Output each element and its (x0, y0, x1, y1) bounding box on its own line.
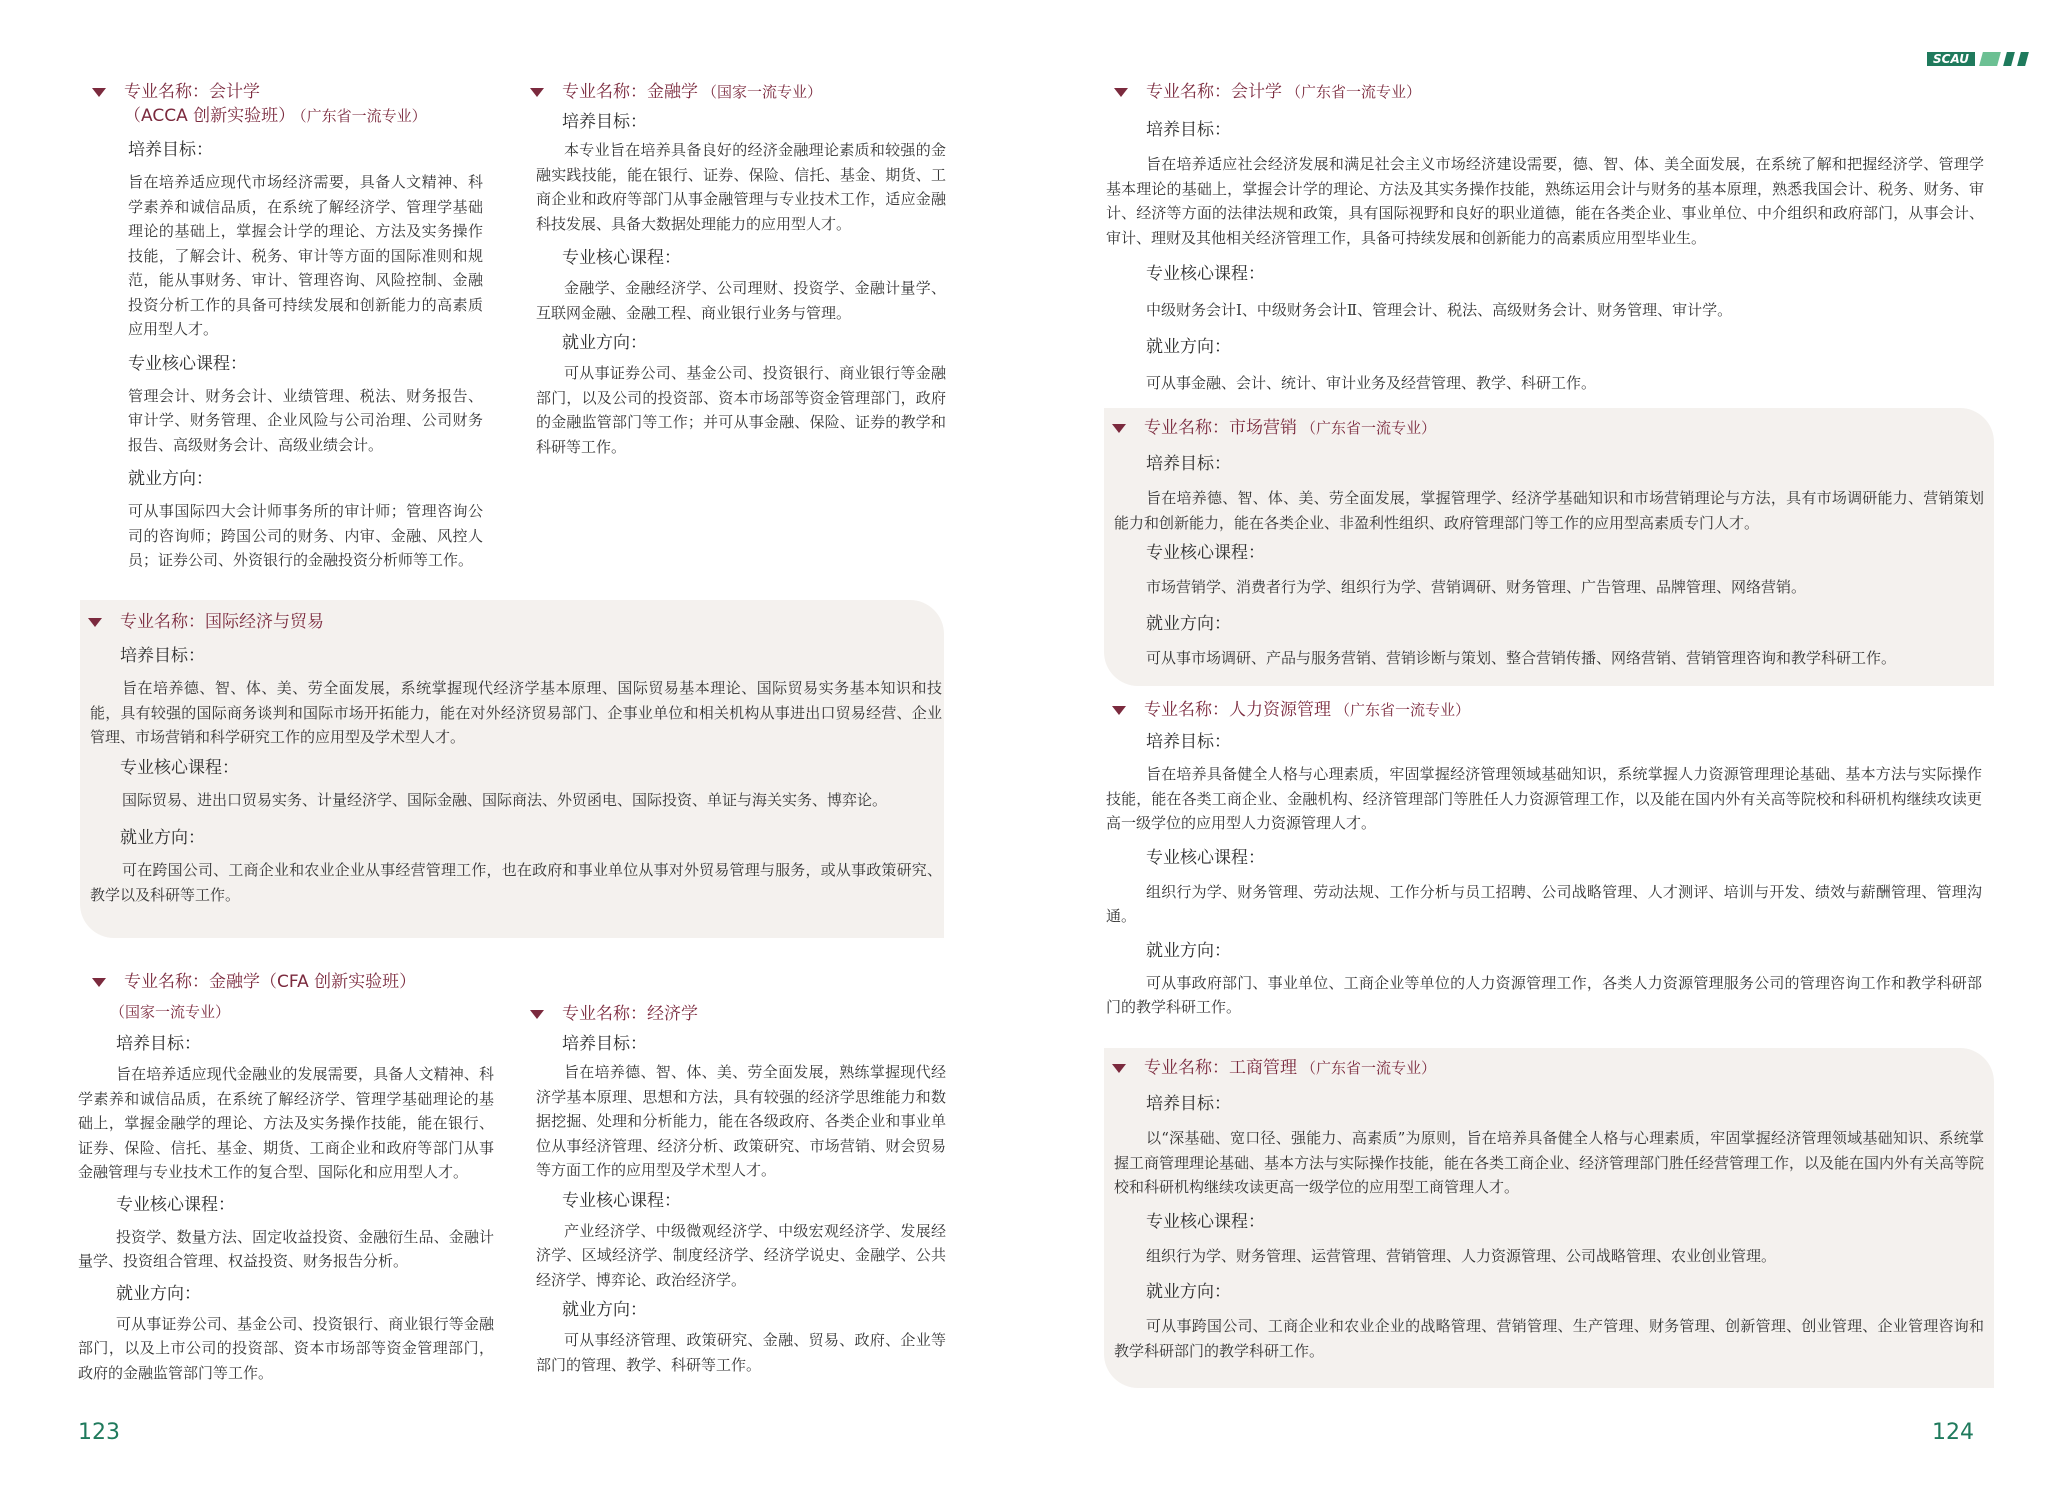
goal-label: 培养目标： (562, 112, 647, 132)
core-text: 中级财务会计Ⅰ、中级财务会计Ⅱ、管理会计、税法、高级财务会计、财务管理、审计学。 (1146, 301, 1733, 319)
major-name: 人力资源管理 (1229, 700, 1331, 720)
major-heading (1112, 698, 1994, 722)
major-tag: （国家一流专业） (702, 83, 823, 101)
triangle-bullet-icon (530, 1010, 544, 1019)
career-text: 可从事政府部门、事业单位、工商企业等单位的人力资源管理工作，各类人力资源管理服务公司的管理咨询工作和教学科研部门的教学科研工作。 (1106, 973, 1982, 1016)
major-tag: （广东省一流专业） (1301, 1059, 1437, 1077)
major-accounting (1106, 80, 1994, 395)
goal-label: 培养目标： (128, 140, 213, 160)
goal-label: 培养目标： (1146, 120, 1231, 140)
major-finance-cfa (78, 970, 512, 1385)
major-tag-line (106, 1000, 512, 1024)
major-name: 市场营销 (1229, 418, 1297, 438)
major-tag: （广东省一流专业） (299, 107, 427, 125)
goal-label: 培养目标： (1146, 732, 1231, 752)
career-text: 可从事跨国公司、工商企业和农业企业的战略管理、营销管理、生产管理、财务管理、创新管理、创业管理、企业管理咨询和教学科研部门的教学科研工作。 (1114, 1317, 1984, 1360)
major-accounting-acca (92, 80, 492, 573)
triangle-bullet-icon (88, 618, 102, 627)
heading-prefix: 专业名称： (1146, 82, 1231, 102)
heading-prefix: 专业名称： (124, 972, 209, 992)
core-label: 专业核心课程： (1146, 264, 1265, 284)
career-label: 就业方向： (1146, 336, 1231, 357)
major-economics (530, 1002, 950, 1377)
major-tag: （广东省一流专业） (1335, 701, 1471, 719)
major-tag: （广东省一流专业） (1286, 83, 1422, 101)
core-label: 专业核心课程： (1146, 543, 1265, 563)
core-label: 专业核心课程： (116, 1194, 235, 1215)
triangle-bullet-icon (1112, 706, 1126, 715)
major-name-line2: （ACCA 创新实验班） (124, 106, 296, 126)
logo-bar (1979, 52, 2001, 66)
core-text: 国际贸易、进出口贸易实务、计量经济学、国际金融、国际商法、外贸函电、国际投资、单证与海关实务、博弈论。 (122, 790, 888, 809)
core-label: 专业核心课程： (562, 1190, 681, 1211)
career-text: 可从事证券公司、基金公司、投资银行、商业银行等金融部门，以及上市公司的投资部、资本市场部等资金管理部门，政府的金融监管部门等工作。 (78, 1314, 494, 1382)
goal-label: 培养目标： (1146, 1094, 1231, 1114)
goal-text: 旨在培养适应现代金融业的发展需要，具备人文精神、科学素养和诚信品质，在系统了解经济学、管理学基础理论的基础上，掌握金融学的理论、方法及实务操作技能，能在银行、证券、保险、信托、基金、期货、工商企业和政府等部门从事金融管理与专业技术工作的复合型、国际化和应用型人才。 (78, 1065, 494, 1181)
career-label: 就业方向： (562, 333, 647, 353)
career-label: 就业方向： (1146, 613, 1231, 634)
goal-text: 旨在培养适应社会经济发展和满足社会主义市场经济建设需要，德、智、体、美全面发展，在系统了解和把握经济学、管理学基本理论的基础上，掌握会计学的理论、方法及其实务操作技能，熟练运用会计与财务的基本原理，熟悉我国会计、税务、财务、审计、经济等方面的法律法规和政策，具有国际视野和良好的职业道德，能在各类企业、事业单位、中介组织和政府部门，从事会计、审计、理财及其他相关经济管理工作，具备可持续发展和创新能力的高素质应用型毕业生。 (1106, 155, 1984, 247)
career-text: 可从事经济管理、政策研究、金融、贸易、政府、企业等部门的管理、教学、科研等工作。 (536, 1331, 946, 1374)
core-label: 专业核心课程： (120, 757, 239, 778)
major-tag: （广东省一流专业） (1301, 419, 1437, 437)
core-text: 组织行为学、财务管理、劳动法规、工作分析与员工招聘、公司战略管理、人才测评、培训与开发、绩效与薪酬管理、管理沟通。 (1106, 882, 1982, 925)
major-name: 金融学 (647, 82, 698, 102)
logo-bar (2003, 52, 2015, 66)
scau-logo (1927, 52, 2027, 66)
major-name: 国际经济与贸易 (205, 612, 324, 632)
major-name: 金融学（CFA 创新实验班） (209, 972, 417, 992)
career-label: 就业方向： (120, 828, 205, 848)
heading-prefix: 专业名称： (124, 82, 209, 102)
major-name: 会计学 (1231, 82, 1282, 102)
goal-label: 培养目标： (1146, 454, 1231, 474)
major-business-administration (1104, 1048, 1994, 1388)
core-label: 专业核心课程： (1146, 847, 1265, 868)
triangle-bullet-icon (1112, 1064, 1126, 1073)
core-label: 专业核心课程： (128, 353, 247, 374)
major-heading (1112, 416, 1994, 440)
goal-text: 旨在培养适应现代市场经济需要，具备人文精神、科学素养和诚信品质，在系统了解经济学、管理学基础理论的基础上，掌握会计学的理论、方法及实务操作技能，了解会计、税务、审计等方面的国际准则和规范，能从事财务、审计、管理咨询、风险控制、金融投资分析工作的具备可持续发展和创新能力的高素质应用型人才。 (128, 173, 483, 338)
career-label: 就业方向： (116, 1283, 201, 1304)
goal-text: 本专业旨在培养具备良好的经济金融理论素质和较强的金融实践技能，能在银行、证券、保险、信托、基金、期货、工商企业和政府等部门从事金融管理与专业技术工作，适应金融科技发展、具备大数据处理能力的应用型人才。 (536, 141, 946, 233)
major-heading (1114, 80, 1994, 104)
major-heading (92, 970, 512, 994)
major-heading (88, 610, 944, 634)
goal-text: 以“深基础、宽口径、强能力、高素质”为原则，旨在培养具备健全人格与心理素质，牢固掌握经济管理领域基础知识、系统掌握工商管理理论基础、基本方法与实际操作技能，能在各类工商企业、经济管理部门胜任经营管理工作，以及能在国内外有关高等院校和科研机构继续攻读更高一级学位的应用型工商管理人才。 (1114, 1129, 1985, 1196)
heading-prefix: 专业名称： (1144, 700, 1229, 720)
triangle-bullet-icon (92, 88, 106, 97)
core-text: 产业经济学、中级微观经济学、中级宏观经济学、发展经济学、区域经济学、制度经济学、经济学说史、金融学、公共经济学、博弈论、政治经济学。 (536, 1221, 946, 1289)
heading-prefix: 专业名称： (562, 1004, 647, 1024)
triangle-bullet-icon (92, 978, 106, 987)
goal-label: 培养目标： (116, 1034, 201, 1054)
goal-label: 培养目标： (562, 1034, 647, 1054)
heading-prefix: 专业名称： (120, 612, 205, 632)
career-label: 就业方向： (1146, 1282, 1231, 1302)
core-text: 金融学、金融经济学、公司理财、投资学、金融计量学、互联网金融、金融工程、商业银行业务与管理。 (536, 279, 946, 322)
heading-prefix: 专业名称： (1144, 418, 1229, 438)
career-text: 可从事市场调研、产品与服务营销、营销诊断与策划、整合营销传播、网络营销、营销管理咨询和教学科研工作。 (1146, 648, 1897, 667)
major-name: 会计学 (209, 82, 260, 102)
triangle-bullet-icon (530, 88, 544, 97)
heading-prefix: 专业名称： (1144, 1058, 1229, 1078)
core-text: 市场营销学、消费者行为学、组织行为学、营销调研、财务管理、广告管理、品牌管理、网络营销。 (1146, 578, 1807, 596)
heading-text (124, 80, 427, 128)
core-text: 投资学、数量方法、固定收益投资、金融衍生品、金融计量学、投资组合管理、权益投资、财务报告分析。 (78, 1227, 494, 1270)
goal-text: 旨在培养具备健全人格与心理素质，牢固掌握经济管理领域基础知识，系统掌握人力资源管理理论基础、基本方法与实际操作技能，能在各类工商企业、金融机构、经济管理部门等胜任人力资源管理工作，以及能在国内外有关高等院校和科研机构继续攻读更高一级学位的应用型人力资源管理人才。 (1106, 765, 1982, 832)
career-label: 就业方向： (128, 469, 213, 489)
core-label: 专业核心课程： (562, 248, 681, 268)
logo-bar (2017, 52, 2029, 66)
triangle-bullet-icon (1114, 88, 1128, 97)
core-label: 专业核心课程： (1146, 1211, 1265, 1232)
career-label: 就业方向： (562, 1300, 647, 1320)
core-text: 管理会计、财务会计、业绩管理、税法、财务报告、审计学、财务管理、企业风险与公司治理、公司财务报告、高级财务会计、高级业绩会计。 (128, 386, 483, 454)
goal-text: 旨在培养德、智、体、美、劳全面发展，熟练掌握现代经济学基本原理、思想和方法，具有较强的经济学思维能力和数据挖掘、处理和分析能力，能在各级政府、各类企业和事业单位从事经济管理、经济分析、政策研究、市场营销、财会贸易等方面工作的应用型及学术型人才。 (536, 1063, 946, 1179)
major-name: 经济学 (647, 1004, 698, 1024)
major-marketing (1104, 408, 1994, 686)
major-heading (530, 1002, 950, 1026)
major-heading (1112, 1056, 1994, 1080)
career-text: 可从事证券公司、基金公司、投资银行、商业银行等金融部门，以及公司的投资部、资本市场部等资金管理部门，政府的金融监管部门等工作；并可从事金融、保险、证券的教学和科研等工作。 (536, 364, 946, 456)
career-text: 可从事国际四大会计师事务所的审计师；管理咨询公司的咨询师；跨国公司的财务、内审、金融、风控人员；证券公司、外资银行的金融投资分析师等工作。 (128, 502, 483, 569)
page-number: 123 (78, 1420, 120, 1445)
career-text: 可在跨国公司、工商企业和农业企业从事经营管理工作，也在政府和事业单位从事对外贸易管理与服务，或从事政策研究、教学以及科研等工作。 (90, 861, 942, 904)
career-label: 就业方向： (1146, 940, 1231, 961)
goal-text: 旨在培养德、智、体、美、劳全面发展，系统掌握现代经济学基本原理、国际贸易基本理论、国际贸易实务基本知识和技能，具有较强的国际商务谈判和国际市场开拓能力，能在对外经济贸易部门、企事业单位和相关机构从事进出口贸易经营、企业管理、市场营销和科学研究工作的应用型及学术型人才。 (90, 679, 942, 746)
scau-logo-text: SCAU (1927, 52, 1975, 66)
triangle-bullet-icon (1112, 424, 1126, 433)
page-number: 124 (1932, 1420, 1974, 1445)
heading-prefix: 专业名称： (562, 82, 647, 102)
right-page (1024, 0, 2047, 1496)
major-tag: （国家一流专业） (110, 1003, 231, 1021)
goal-label: 培养目标： (120, 646, 205, 666)
major-human-resources (1106, 698, 1994, 1020)
major-finance (530, 80, 950, 459)
major-international-trade (80, 600, 944, 938)
major-heading (92, 80, 492, 128)
career-text: 可从事金融、会计、统计、审计业务及经营管理、教学、科研工作。 (1146, 373, 1597, 392)
goal-text: 旨在培养德、智、体、美、劳全面发展，掌握管理学、经济学基础知识和市场营销理论与方法，具有市场调研能力、营销策划能力和创新能力，能在各类企业、非盈利性组织、政府管理部门等工作的应用型高素质专门人才。 (1114, 489, 1984, 532)
major-heading (530, 80, 950, 104)
major-name: 工商管理 (1229, 1058, 1297, 1078)
core-text: 组织行为学、财务管理、运营管理、营销管理、人力资源管理、公司战略管理、农业创业管理。 (1146, 1246, 1777, 1265)
